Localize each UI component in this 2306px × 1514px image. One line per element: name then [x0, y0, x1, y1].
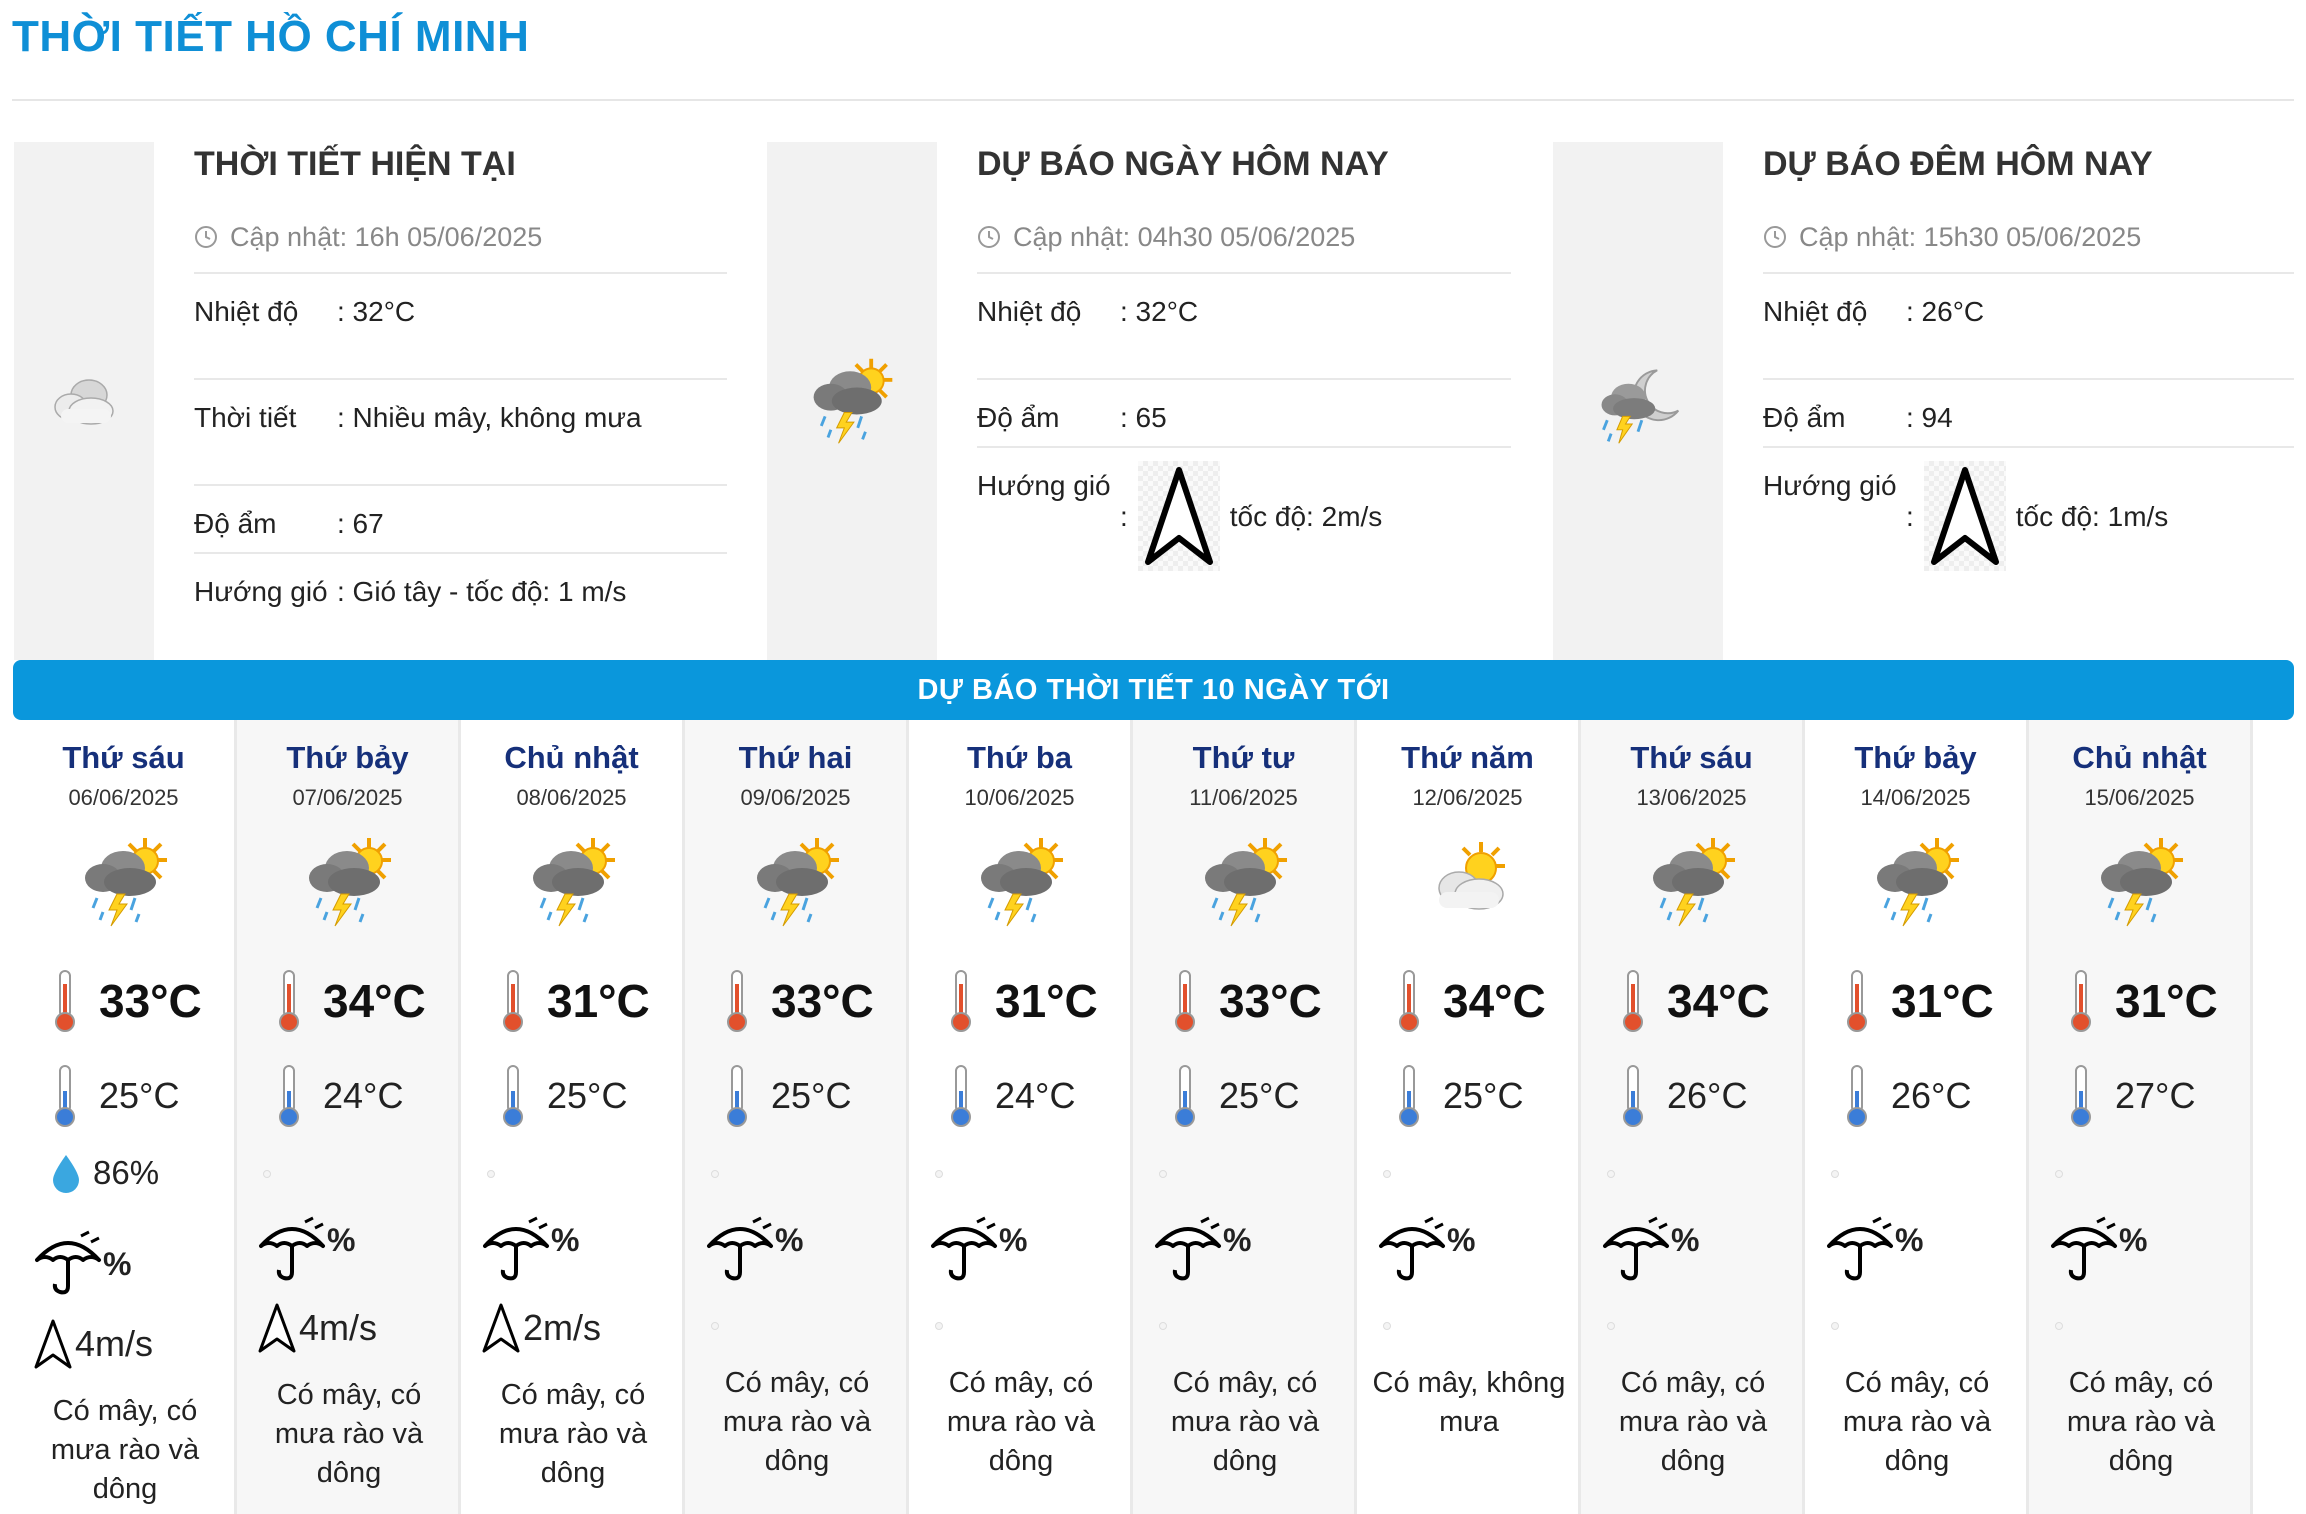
- thunderstorm-sun-icon: [804, 353, 900, 449]
- current-updated: [194, 202, 727, 272]
- row-value: : 65: [1120, 402, 1167, 433]
- umbrella-icon: [1825, 1216, 1895, 1282]
- day-description: Có mây, có mưa rào và dông: [274, 1379, 424, 1489]
- row-value: : 32°C: [1120, 296, 1199, 327]
- day-weather-icon: [1643, 832, 1743, 932]
- umbrella-icon: [1153, 1216, 1223, 1282]
- tonight-content: [1763, 142, 2294, 584]
- tonight-row-humidity: [1763, 380, 2294, 448]
- day-date: 09/06/2025: [740, 785, 851, 810]
- row-label: Hướng gió: [194, 576, 328, 607]
- placeholder-dot: [1831, 1170, 1839, 1178]
- min-temperature-value: 25°C: [547, 1075, 628, 1116]
- day-date: 15/06/2025: [2084, 785, 2195, 810]
- day-weather-icon: [971, 832, 1071, 932]
- rain-probability: [705, 1216, 803, 1282]
- wind-arrow-icon: [1930, 466, 2000, 566]
- today-row-humidity: [977, 380, 1511, 448]
- current-row-temperature: [194, 274, 727, 380]
- row-label: Độ ẩm: [1763, 402, 1846, 433]
- wind-speed: tốc độ: 1m/s: [2015, 500, 2169, 532]
- max-temperature-value: 33°C: [1219, 975, 1322, 1027]
- day-date: 13/06/2025: [1636, 785, 1747, 810]
- rain-probability: [481, 1216, 579, 1282]
- min-temperature: [51, 1063, 179, 1129]
- clock-icon: [1763, 225, 1787, 249]
- day-name: Chủ nhật: [504, 740, 639, 775]
- forecast-day-column: [1133, 720, 1357, 1514]
- forecast-day-column: [13, 720, 237, 1514]
- clock-icon: [977, 225, 1001, 249]
- max-temperature-value: 34°C: [1667, 975, 1770, 1027]
- min-temperature: [723, 1063, 851, 1129]
- rain-probability: [1825, 1216, 1923, 1282]
- tonight-table: [1763, 272, 2294, 584]
- min-temperature: [499, 1063, 627, 1129]
- day-name: Thứ hai: [738, 740, 853, 775]
- min-temperature-value: 26°C: [1667, 1075, 1748, 1116]
- day-weather-icon: [1419, 832, 1519, 932]
- rain-probability: [257, 1216, 355, 1282]
- forecast-day-column: [461, 720, 685, 1514]
- max-temperature: [1171, 968, 1322, 1034]
- day-name: Thứ bảy: [286, 740, 409, 775]
- today-updated: [977, 202, 1527, 272]
- placeholder-dot: [263, 1170, 271, 1178]
- row-value: : Nhiều mây, không mưa: [337, 402, 642, 433]
- umbrella-icon: [33, 1230, 103, 1296]
- day-weather-icon: [747, 832, 847, 932]
- day-description: Có mây, có mưa rào và dông: [50, 1395, 200, 1505]
- thermometer-icon: [1843, 968, 1871, 1034]
- rain-probability: [1153, 1216, 1251, 1282]
- umbrella-icon: [1601, 1216, 1671, 1282]
- max-temperature-value: 31°C: [547, 975, 650, 1027]
- today-forecast-panel: [767, 142, 1527, 660]
- day-description: Có mây, có mưa rào và dông: [498, 1379, 648, 1489]
- thermometer-icon: [2067, 1063, 2095, 1129]
- thermometer-icon: [723, 1063, 751, 1129]
- max-temperature-value: 31°C: [995, 975, 1098, 1027]
- thermometer-icon: [2067, 968, 2095, 1034]
- wind-arrow-icon: [1144, 466, 1214, 566]
- thermometer-icon: [1171, 968, 1199, 1034]
- row-value: [1120, 448, 1511, 584]
- day-name: Thứ năm: [1401, 740, 1534, 775]
- min-temperature-value: 25°C: [99, 1075, 180, 1116]
- rain-probability: [33, 1230, 131, 1296]
- day-name: Chủ nhật: [2072, 740, 2207, 775]
- thermometer-icon: [275, 1063, 303, 1129]
- day-description: Có mây, có mưa rào và dông: [2066, 1367, 2216, 1477]
- wind-direction-arrow: [1138, 461, 1220, 571]
- rain-probability-value: %: [999, 1222, 1028, 1258]
- rain-probability: [1377, 1216, 1475, 1282]
- wind: [257, 1302, 377, 1354]
- max-temperature: [1843, 968, 1994, 1034]
- placeholder-dot: [711, 1170, 719, 1178]
- row-value: : 26°C: [1906, 296, 1985, 327]
- max-temperature: [1619, 968, 1770, 1034]
- rain-probability-value: %: [103, 1246, 132, 1282]
- placeholder-dot: [935, 1322, 943, 1330]
- wind-arrow-icon: [481, 1302, 521, 1354]
- current-weather-icon-column: [14, 142, 154, 660]
- title-divider: [12, 99, 2294, 101]
- day-weather-icon: [1867, 832, 1967, 932]
- today-row-wind: [977, 448, 1511, 584]
- forecast-day-column: [2029, 720, 2253, 1514]
- placeholder-dot: [1159, 1322, 1167, 1330]
- today-title: DỰ BÁO NGÀY HÔM NAY: [977, 145, 1389, 183]
- rain-probability-value: %: [1223, 1222, 1252, 1258]
- ten-day-forecast-list: [13, 720, 2294, 1514]
- row-value: : 94: [1906, 402, 1953, 433]
- rain-probability-value: %: [1895, 1222, 1924, 1258]
- today-table: [977, 272, 1511, 584]
- rain-probability: [929, 1216, 1027, 1282]
- min-temperature-value: 27°C: [2115, 1075, 2196, 1116]
- current-conditions-panels: [14, 142, 2294, 660]
- thermometer-icon: [1843, 1063, 1871, 1129]
- thunderstorm-sun-icon: [1867, 832, 1967, 932]
- day-description: Có mây, không mưa: [1372, 1367, 1566, 1438]
- thermometer-icon: [499, 968, 527, 1034]
- thermometer-icon: [723, 968, 751, 1034]
- min-temperature: [275, 1063, 403, 1129]
- max-temperature-value: 33°C: [99, 975, 202, 1027]
- placeholder-dot: [1159, 1170, 1167, 1178]
- thunderstorm-moon-icon: [1590, 353, 1686, 449]
- thunderstorm-sun-icon: [971, 832, 1071, 932]
- row-label: Nhiệt độ: [977, 296, 1082, 327]
- max-temperature: [275, 968, 426, 1034]
- day-weather-icon: [2091, 832, 2191, 932]
- wind-colon: :: [1120, 500, 1128, 532]
- row-label: Hướng gió: [1763, 470, 1897, 501]
- min-temperature: [1171, 1063, 1299, 1129]
- placeholder-dot: [1607, 1170, 1615, 1178]
- day-date: 08/06/2025: [516, 785, 627, 810]
- thunderstorm-sun-icon: [75, 832, 175, 932]
- umbrella-icon: [257, 1216, 327, 1282]
- cloudy-icon: [49, 373, 119, 429]
- humidity: [51, 1153, 159, 1193]
- day-date: 10/06/2025: [964, 785, 1075, 810]
- wind: [33, 1318, 153, 1370]
- row-value: : 67: [337, 508, 384, 539]
- wind: [481, 1302, 601, 1354]
- thunderstorm-sun-icon: [747, 832, 847, 932]
- day-description: Có mây, có mưa rào và dông: [1842, 1367, 1992, 1477]
- min-temperature-value: 26°C: [1891, 1075, 1972, 1116]
- thermometer-icon: [1171, 1063, 1199, 1129]
- partly-cloudy-icon: [1419, 832, 1519, 932]
- thermometer-icon: [1395, 1063, 1423, 1129]
- row-value: : 32°C: [337, 296, 416, 327]
- max-temperature: [2067, 968, 2218, 1034]
- day-date: 06/06/2025: [68, 785, 179, 810]
- placeholder-dot: [2055, 1170, 2063, 1178]
- placeholder-dot: [1831, 1322, 1839, 1330]
- row-value: [1906, 448, 2294, 584]
- umbrella-icon: [705, 1216, 775, 1282]
- clock-icon: [194, 225, 218, 249]
- current-weather-panel: [14, 142, 727, 660]
- day-date: 07/06/2025: [292, 785, 403, 810]
- placeholder-dot: [1383, 1170, 1391, 1178]
- thermometer-icon: [51, 1063, 79, 1129]
- row-label: Độ ẩm: [977, 402, 1060, 433]
- forecast-day-column: [237, 720, 461, 1514]
- min-temperature: [947, 1063, 1075, 1129]
- day-date: 12/06/2025: [1412, 785, 1523, 810]
- day-date: 11/06/2025: [1189, 785, 1298, 810]
- wind-direction-arrow: [1924, 461, 2006, 571]
- thermometer-icon: [947, 1063, 975, 1129]
- thermometer-icon: [499, 1063, 527, 1129]
- thermometer-icon: [1619, 1063, 1647, 1129]
- today-icon-column: [767, 142, 937, 660]
- min-temperature-value: 25°C: [1219, 1075, 1300, 1116]
- day-description: Có mây, có mưa rào và dông: [1618, 1367, 1768, 1477]
- tonight-updated: [1763, 202, 2294, 272]
- umbrella-icon: [481, 1216, 551, 1282]
- today-content: [977, 142, 1527, 584]
- min-temperature-value: 25°C: [771, 1075, 852, 1116]
- min-temperature: [1395, 1063, 1523, 1129]
- min-temperature: [1843, 1063, 1971, 1129]
- row-label: Hướng gió: [977, 470, 1111, 501]
- umbrella-icon: [929, 1216, 999, 1282]
- humidity-value: 86%: [93, 1154, 160, 1191]
- rain-probability-value: %: [1447, 1222, 1476, 1258]
- max-temperature: [51, 968, 202, 1034]
- current-row-wind: [194, 554, 727, 656]
- day-description: Có mây, có mưa rào và dông: [1170, 1367, 1320, 1477]
- thermometer-icon: [275, 968, 303, 1034]
- thermometer-icon: [51, 968, 79, 1034]
- min-temperature: [2067, 1063, 2195, 1129]
- placeholder-dot: [1607, 1322, 1615, 1330]
- placeholder-dot: [935, 1170, 943, 1178]
- placeholder-dot: [487, 1170, 495, 1178]
- max-temperature-value: 34°C: [1443, 975, 1546, 1027]
- min-temperature-value: 24°C: [323, 1075, 404, 1116]
- day-weather-icon: [299, 832, 399, 932]
- rain-probability-value: %: [775, 1222, 804, 1258]
- thermometer-icon: [1619, 968, 1647, 1034]
- rain-probability-value: %: [2119, 1222, 2148, 1258]
- thunderstorm-sun-icon: [523, 832, 623, 932]
- min-temperature-value: 25°C: [1443, 1075, 1524, 1116]
- min-temperature-value: 24°C: [995, 1075, 1076, 1116]
- water-drop-icon: [51, 1153, 81, 1193]
- max-temperature: [723, 968, 874, 1034]
- min-temperature: [1619, 1063, 1747, 1129]
- forecast-day-column: [1581, 720, 1805, 1514]
- ten-day-forecast-header: DỰ BÁO THỜI TIẾT 10 NGÀY TỚI: [13, 660, 2294, 720]
- day-weather-icon: [523, 832, 623, 932]
- wind-arrow-icon: [33, 1318, 73, 1370]
- current-updated-text: Cập nhật: 16h 05/06/2025: [230, 222, 543, 252]
- thunderstorm-sun-icon: [2091, 832, 2191, 932]
- forecast-day-column: [909, 720, 1133, 1514]
- day-name: Thứ sáu: [1630, 740, 1753, 775]
- day-description: Có mây, có mưa rào và dông: [722, 1367, 872, 1477]
- today-row-temperature: [977, 274, 1511, 380]
- max-temperature-value: 33°C: [771, 975, 874, 1027]
- wind-speed-value: 4m/s: [75, 1323, 154, 1364]
- current-weather-table: [194, 272, 727, 656]
- tonight-row-temperature: [1763, 274, 2294, 380]
- wind-arrow-icon: [257, 1302, 297, 1354]
- placeholder-dot: [1383, 1322, 1391, 1330]
- day-name: Thứ ba: [966, 740, 1073, 775]
- rain-probability: [2049, 1216, 2147, 1282]
- rain-probability-value: %: [327, 1222, 356, 1258]
- day-weather-icon: [75, 832, 175, 932]
- tonight-updated-text: Cập nhật: 15h30 05/06/2025: [1799, 222, 2142, 252]
- row-label: Độ ẩm: [194, 508, 277, 539]
- day-description: Có mây, có mưa rào và dông: [946, 1367, 1096, 1477]
- placeholder-dot: [2055, 1322, 2063, 1330]
- rain-probability: [1601, 1216, 1699, 1282]
- placeholder-dot: [711, 1322, 719, 1330]
- thermometer-icon: [947, 968, 975, 1034]
- current-row-condition: [194, 380, 727, 486]
- forecast-day-column: [685, 720, 909, 1514]
- current-row-humidity: [194, 486, 727, 554]
- tonight-row-wind: [1763, 448, 2294, 584]
- forecast-day-column: [1357, 720, 1581, 1514]
- day-name: Thứ sáu: [62, 740, 185, 775]
- day-date: 14/06/2025: [1860, 785, 1971, 810]
- thunderstorm-sun-icon: [1195, 832, 1295, 932]
- max-temperature-value: 31°C: [1891, 975, 1994, 1027]
- current-weather-title: THỜI TIẾT HIỆN TẠI: [194, 145, 516, 183]
- wind-colon: :: [1906, 500, 1914, 532]
- day-name: Thứ tư: [1192, 740, 1295, 775]
- tonight-title: DỰ BÁO ĐÊM HÔM NAY: [1763, 145, 2153, 183]
- row-label: Thời tiết: [194, 402, 297, 433]
- today-updated-text: Cập nhật: 04h30 05/06/2025: [1013, 222, 1356, 252]
- thunderstorm-sun-icon: [1643, 832, 1743, 932]
- rain-probability-value: %: [551, 1222, 580, 1258]
- umbrella-icon: [2049, 1216, 2119, 1282]
- rain-probability-value: %: [1671, 1222, 1700, 1258]
- max-temperature: [1395, 968, 1546, 1034]
- wind-speed-value: 2m/s: [523, 1307, 602, 1348]
- row-value: : Gió tây - tốc độ: 1 m/s: [337, 576, 627, 607]
- tonight-forecast-panel: [1553, 142, 2294, 660]
- wind-speed-value: 4m/s: [299, 1307, 378, 1348]
- max-temperature-value: 34°C: [323, 975, 426, 1027]
- day-name: Thứ bảy: [1854, 740, 1977, 775]
- current-weather-content: [194, 142, 727, 656]
- max-temperature: [947, 968, 1098, 1034]
- tonight-icon-column: [1553, 142, 1723, 660]
- max-temperature: [499, 968, 650, 1034]
- row-label: Nhiệt độ: [1763, 296, 1868, 327]
- umbrella-icon: [1377, 1216, 1447, 1282]
- forecast-day-column: [1805, 720, 2029, 1514]
- thunderstorm-sun-icon: [299, 832, 399, 932]
- row-label: Nhiệt độ: [194, 296, 299, 327]
- page-title: THỜI TIẾT HỒ CHÍ MINH: [12, 12, 530, 61]
- max-temperature-value: 31°C: [2115, 975, 2218, 1027]
- day-weather-icon: [1195, 832, 1295, 932]
- wind-speed: tốc độ: 2m/s: [1229, 500, 1383, 532]
- thermometer-icon: [1395, 968, 1423, 1034]
